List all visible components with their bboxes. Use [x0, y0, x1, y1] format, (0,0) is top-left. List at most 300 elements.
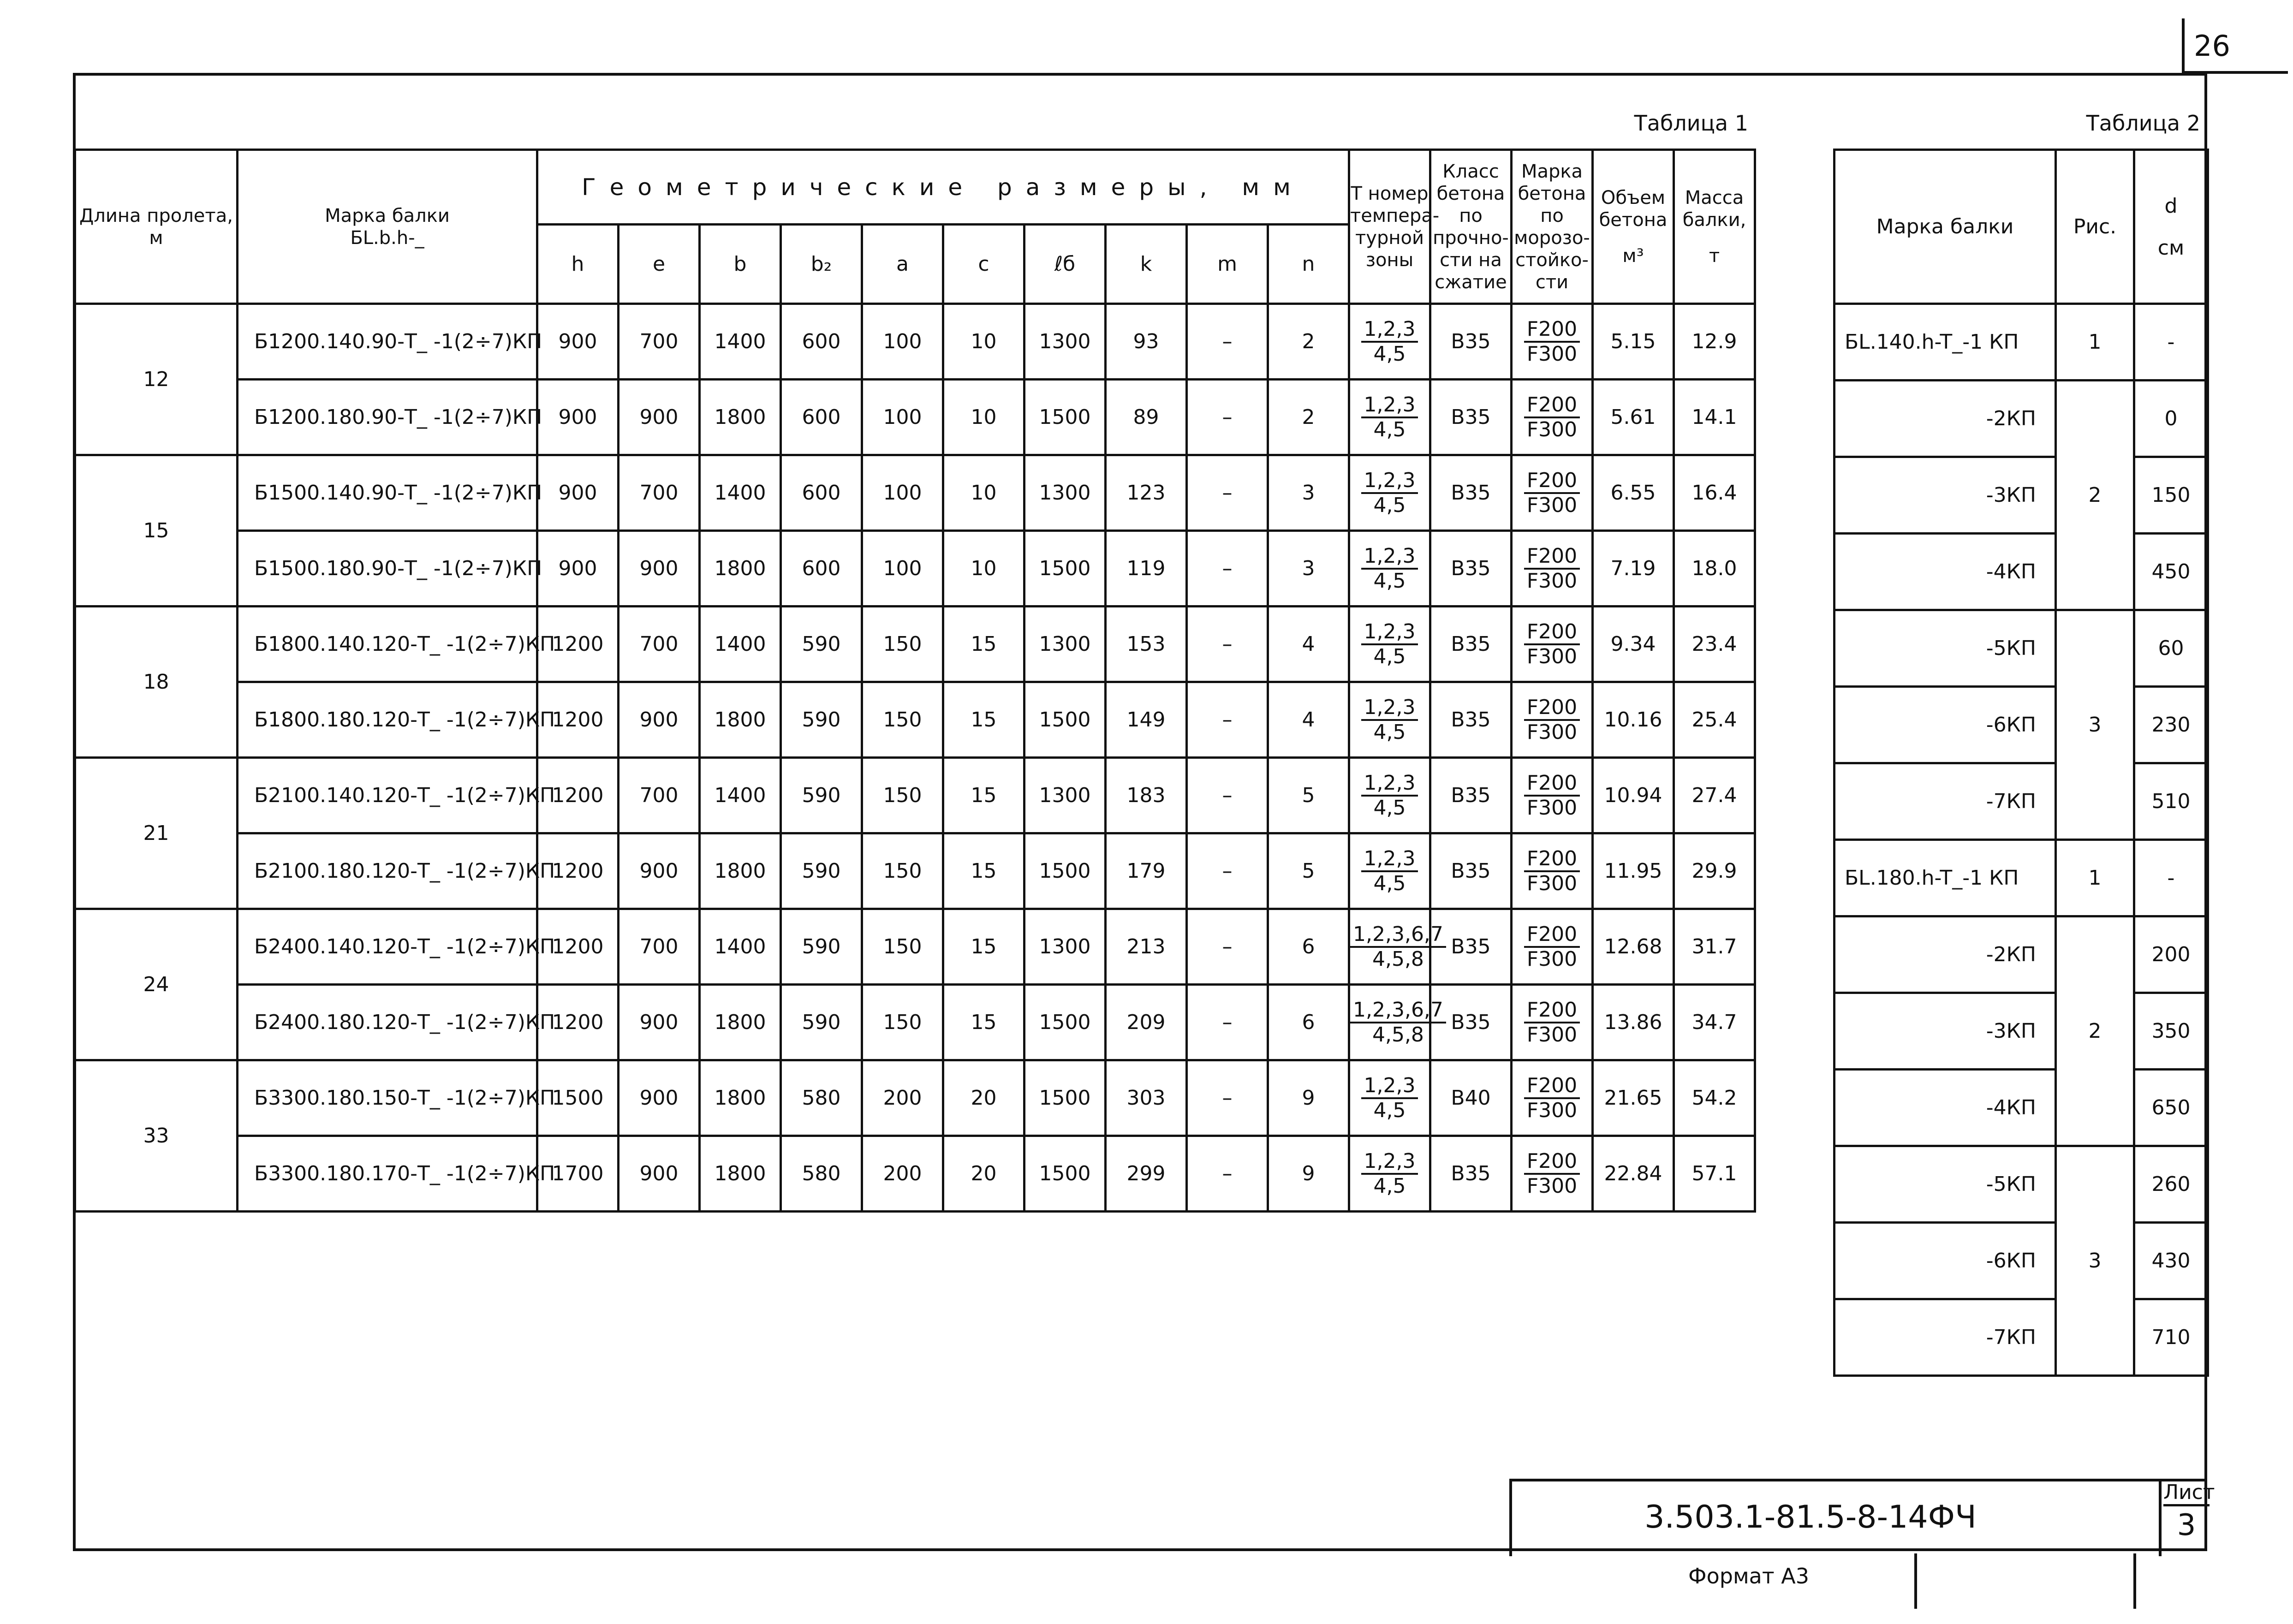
cell-b2: 590 [781, 909, 862, 985]
cell-lb: 1500 [1024, 682, 1106, 758]
mark-cell: Б1800.180.120-Т_ -1(2÷7)КП [238, 682, 537, 758]
t2-d-cell: 650 [2134, 1070, 2208, 1146]
cell-a: 150 [862, 909, 943, 985]
cell-b2: 590 [781, 985, 862, 1060]
span-length-cell: 21 [75, 758, 238, 909]
header-volume-unit: м³ [1622, 245, 1644, 267]
frost-top: F200 [1524, 696, 1580, 721]
title-block-divider [2159, 1479, 2162, 1556]
temp-zone-bottom: 4,5,8 [1372, 947, 1424, 971]
frost-fraction [1524, 772, 1580, 820]
cell-b: 1800 [700, 1136, 781, 1212]
span-length-cell: 15 [75, 455, 238, 607]
t2-d-cell: 430 [2134, 1223, 2208, 1299]
temp-zone-top: 1,2,3 [1361, 847, 1418, 872]
frost-top: F200 [1524, 1150, 1580, 1175]
span-length-cell: 12 [75, 304, 238, 455]
table-row [1834, 1146, 2208, 1223]
cell-b: 1800 [700, 1060, 781, 1136]
table-row [75, 682, 1755, 758]
table-row [1834, 304, 2208, 381]
cell-c: 15 [943, 985, 1024, 1060]
cell-a: 150 [862, 833, 943, 909]
mass-cell: 18.0 [1674, 531, 1755, 607]
mass-cell: 57.1 [1674, 1136, 1755, 1212]
page-number: 26 [2182, 18, 2288, 74]
frost-mark-cell [1512, 682, 1593, 758]
span-length-cell: 24 [75, 909, 238, 1060]
temp-zone-cell [1349, 985, 1443, 1060]
t2-mark-cell: -2КП [1834, 916, 2056, 993]
frost-mark-cell [1512, 985, 1593, 1060]
temp-zone-fraction [1361, 545, 1418, 593]
frost-bottom: F300 [1526, 720, 1578, 744]
cell-e: 900 [619, 682, 700, 758]
cell-lb: 1500 [1024, 531, 1106, 607]
temp-zone-cell [1349, 682, 1430, 758]
format-divider-right [2133, 1553, 2136, 1609]
concrete-class-cell: B35 [1430, 909, 1512, 985]
temp-zone-bottom: 4,5 [1373, 342, 1406, 366]
t2-header-d-unit: см [2157, 236, 2185, 260]
header-col-b: b [700, 225, 781, 304]
cell-m: – [1187, 758, 1268, 833]
volume-cell: 10.94 [1593, 758, 1674, 833]
cell-m: – [1187, 531, 1268, 607]
t2-d-cell: 0 [2134, 381, 2208, 457]
t2-mark-cell: БL.180.h-T_-1 КП [1834, 840, 2056, 916]
cell-m: – [1187, 1136, 1268, 1212]
header-geometric: Геометрические размеры, мм [537, 150, 1349, 225]
temp-zone-bottom: 4,5 [1373, 1098, 1406, 1122]
frost-fraction [1524, 847, 1580, 895]
cell-lb: 1500 [1024, 380, 1106, 455]
frost-top: F200 [1524, 620, 1580, 645]
temp-zone-top: 1,2,3 [1361, 393, 1418, 418]
frost-mark-cell [1512, 1060, 1593, 1136]
t2-mark-cell: -5КП [1834, 1146, 2056, 1223]
mark-cell: Б3300.180.150-Т_ -1(2÷7)КП [238, 1060, 537, 1136]
t2-mark-cell: -3КП [1834, 457, 2056, 534]
t2-mark-cell: -3КП [1834, 993, 2056, 1070]
cell-e: 700 [619, 455, 700, 531]
mass-cell: 25.4 [1674, 682, 1755, 758]
frost-top: F200 [1524, 318, 1580, 343]
t2-fig-cell: 2 [2056, 916, 2134, 1146]
frost-mark-cell [1512, 833, 1593, 909]
cell-a: 150 [862, 985, 943, 1060]
table-row [75, 607, 1755, 682]
span-length-cell: 18 [75, 607, 238, 758]
temp-zone-cell [1349, 455, 1430, 531]
cell-b: 1400 [700, 304, 781, 380]
table-row [75, 1060, 1755, 1136]
frost-bottom: F300 [1526, 342, 1578, 366]
table2 [1833, 149, 2209, 1377]
concrete-class-cell: B35 [1430, 1136, 1512, 1212]
header-col-m: m [1187, 225, 1268, 304]
cell-n: 4 [1268, 607, 1349, 682]
cell-c: 10 [943, 380, 1024, 455]
frost-top: F200 [1524, 999, 1580, 1023]
cell-lb: 1300 [1024, 455, 1106, 531]
frost-fraction [1524, 923, 1580, 971]
t2-d-cell: 450 [2134, 534, 2208, 610]
t2-header-d-label: d [2164, 194, 2178, 218]
cell-e: 700 [619, 909, 700, 985]
cell-a: 150 [862, 758, 943, 833]
mass-cell: 14.1 [1674, 380, 1755, 455]
temp-zone-top: 1,2,3 [1361, 1074, 1418, 1099]
cell-b2: 590 [781, 833, 862, 909]
table-row [1834, 534, 2208, 610]
temp-zone-top: 1,2,3,6,7 [1350, 923, 1446, 948]
mark-cell: Б2100.180.120-Т_ -1(2÷7)КП [238, 833, 537, 909]
volume-cell: 5.61 [1593, 380, 1674, 455]
cell-k: 93 [1106, 304, 1187, 380]
header-mass-label: Масса балки, [1682, 187, 1746, 231]
table-row [75, 833, 1755, 909]
cell-m: – [1187, 455, 1268, 531]
frost-bottom: F300 [1526, 871, 1578, 895]
format-divider-left [1914, 1553, 1917, 1609]
t2-mark-cell: -6КП [1834, 687, 2056, 763]
span-length-cell: 33 [75, 1060, 238, 1212]
mark-cell: Б3300.180.170-Т_ -1(2÷7)КП [238, 1136, 537, 1212]
temp-zone-fraction [1361, 1150, 1418, 1198]
t2-d-cell: 200 [2134, 916, 2208, 993]
t2-mark-cell: -2КП [1834, 381, 2056, 457]
t2-header-fig: Рис. [2056, 150, 2134, 304]
header-mark [238, 150, 537, 304]
volume-cell: 6.55 [1593, 455, 1674, 531]
table-row [1834, 610, 2208, 687]
cell-a: 200 [862, 1136, 943, 1212]
volume-cell: 10.16 [1593, 682, 1674, 758]
cell-h: 1200 [537, 682, 619, 758]
table-row [75, 455, 1755, 531]
cell-k: 89 [1106, 380, 1187, 455]
concrete-class-cell: B35 [1430, 455, 1512, 531]
t2-mark-cell: -7КП [1834, 763, 2056, 840]
temp-zone-fraction [1361, 1074, 1418, 1122]
header-col-c: c [943, 225, 1024, 304]
mass-cell: 54.2 [1674, 1060, 1755, 1136]
temp-zone-cell [1349, 1060, 1430, 1136]
volume-cell: 12.68 [1593, 909, 1674, 985]
frost-fraction [1524, 393, 1580, 441]
mark-cell: Б1200.180.90-Т_ -1(2÷7)КП [238, 380, 537, 455]
t2-mark-cell: -5КП [1834, 610, 2056, 687]
frost-top: F200 [1524, 469, 1580, 494]
cell-c: 15 [943, 833, 1024, 909]
temp-zone-cell [1349, 833, 1430, 909]
frost-bottom: F300 [1526, 417, 1578, 441]
header-col-e: e [619, 225, 700, 304]
t2-d-cell: 150 [2134, 457, 2208, 534]
cell-e: 900 [619, 531, 700, 607]
frost-bottom: F300 [1526, 1023, 1578, 1047]
cell-k: 119 [1106, 531, 1187, 607]
cell-c: 15 [943, 607, 1024, 682]
volume-cell: 11.95 [1593, 833, 1674, 909]
concrete-class-cell: B40 [1430, 1060, 1512, 1136]
header-frost-mark: Марка бетона по морозо- стойко- сти [1512, 150, 1593, 304]
cell-h: 1200 [537, 607, 619, 682]
cell-b: 1400 [700, 455, 781, 531]
frost-top: F200 [1524, 847, 1580, 872]
temp-zone-top: 1,2,3 [1361, 696, 1418, 721]
cell-lb: 1500 [1024, 1060, 1106, 1136]
mass-cell: 27.4 [1674, 758, 1755, 833]
frost-bottom: F300 [1526, 644, 1578, 668]
header-span-length: Длина пролета, м [75, 150, 238, 304]
cell-c: 10 [943, 455, 1024, 531]
mass-cell: 29.9 [1674, 833, 1755, 909]
temp-zone-fraction [1361, 318, 1418, 366]
table-row [75, 1136, 1755, 1212]
frost-fraction [1524, 696, 1580, 744]
document-code: 3.503.1-81.5-8-14ФЧ [1644, 1499, 1977, 1535]
header-col-lb: ℓб [1024, 225, 1106, 304]
mass-cell: 16.4 [1674, 455, 1755, 531]
cell-a: 200 [862, 1060, 943, 1136]
temp-zone-fraction [1361, 620, 1418, 668]
temp-zone-cell [1349, 758, 1430, 833]
table1 [74, 149, 1756, 1213]
frost-mark-cell [1512, 380, 1593, 455]
temp-zone-bottom: 4,5,8 [1372, 1023, 1424, 1047]
mass-cell: 12.9 [1674, 304, 1755, 380]
t2-fig-cell: 2 [2056, 381, 2134, 610]
cell-b: 1800 [700, 985, 781, 1060]
t2-d-cell: 260 [2134, 1146, 2208, 1223]
volume-cell: 21.65 [1593, 1060, 1674, 1136]
table-row [1834, 993, 2208, 1070]
temp-zone-bottom: 4,5 [1373, 644, 1406, 668]
cell-h: 900 [537, 304, 619, 380]
frost-top: F200 [1524, 545, 1580, 570]
cell-lb: 1300 [1024, 909, 1106, 985]
cell-h: 1200 [537, 833, 619, 909]
sheet-label: Лист [2163, 1481, 2210, 1506]
table-row [1834, 1070, 2208, 1146]
cell-b: 1800 [700, 380, 781, 455]
cell-m: – [1187, 1060, 1268, 1136]
cell-b: 1800 [700, 833, 781, 909]
temp-zone-top: 1,2,3,6,7 [1350, 999, 1446, 1023]
table-row [75, 531, 1755, 607]
temp-zone-cell [1349, 1136, 1430, 1212]
frost-top: F200 [1524, 1074, 1580, 1099]
cell-n: 3 [1268, 531, 1349, 607]
t2-d-cell: 230 [2134, 687, 2208, 763]
cell-a: 150 [862, 682, 943, 758]
cell-n: 2 [1268, 304, 1349, 380]
cell-m: – [1187, 607, 1268, 682]
cell-a: 100 [862, 455, 943, 531]
cell-b: 1400 [700, 758, 781, 833]
table1-title: Таблица 1 [1634, 111, 1748, 136]
cell-m: – [1187, 909, 1268, 985]
cell-c: 15 [943, 758, 1024, 833]
frost-fraction [1524, 469, 1580, 517]
header-temp-zone: T номер темпера- турной зоны [1349, 150, 1430, 304]
concrete-class-cell: B35 [1430, 985, 1512, 1060]
cell-lb: 1500 [1024, 833, 1106, 909]
table-row [1834, 381, 2208, 457]
temp-zone-top: 1,2,3 [1361, 1150, 1418, 1175]
temp-zone-bottom: 4,5 [1373, 569, 1406, 593]
temp-zone-top: 1,2,3 [1361, 545, 1418, 570]
frost-mark-cell [1512, 909, 1593, 985]
table-row [1834, 457, 2208, 534]
cell-c: 10 [943, 531, 1024, 607]
cell-n: 2 [1268, 380, 1349, 455]
frost-top: F200 [1524, 923, 1580, 948]
header-mark-pattern: БL.b.h-_ [350, 227, 424, 249]
mark-cell: Б2400.140.120-Т_ -1(2÷7)КП [238, 909, 537, 985]
header-col-n: n [1268, 225, 1349, 304]
frost-fraction [1524, 545, 1580, 593]
cell-lb: 1300 [1024, 758, 1106, 833]
header-col-k: k [1106, 225, 1187, 304]
frost-mark-cell [1512, 455, 1593, 531]
temp-zone-bottom: 4,5 [1373, 417, 1406, 441]
frost-bottom: F300 [1526, 796, 1578, 820]
volume-cell: 7.19 [1593, 531, 1674, 607]
t2-header-mark: Марка балки [1834, 150, 2056, 304]
cell-b2: 590 [781, 607, 862, 682]
t2-d-cell: 350 [2134, 993, 2208, 1070]
cell-e: 900 [619, 380, 700, 455]
cell-a: 100 [862, 531, 943, 607]
cell-b: 1800 [700, 682, 781, 758]
temp-zone-cell [1349, 607, 1430, 682]
t2-mark-cell: -4КП [1834, 534, 2056, 610]
cell-m: – [1187, 833, 1268, 909]
header-volume [1593, 150, 1674, 304]
cell-h: 1200 [537, 909, 619, 985]
cell-n: 9 [1268, 1060, 1349, 1136]
t2-fig-cell: 1 [2056, 840, 2134, 916]
frost-bottom: F300 [1526, 947, 1578, 971]
cell-e: 700 [619, 304, 700, 380]
temp-zone-top: 1,2,3 [1361, 318, 1418, 343]
volume-cell: 13.86 [1593, 985, 1674, 1060]
cell-h: 900 [537, 380, 619, 455]
cell-e: 900 [619, 833, 700, 909]
cell-b: 1400 [700, 607, 781, 682]
frost-mark-cell [1512, 304, 1593, 380]
cell-k: 209 [1106, 985, 1187, 1060]
frost-fraction [1524, 1074, 1580, 1122]
t2-mark-cell: -4КП [1834, 1070, 2056, 1146]
concrete-class-cell: B35 [1430, 304, 1512, 380]
header-mass-unit: т [1709, 245, 1720, 267]
cell-b2: 590 [781, 682, 862, 758]
volume-cell: 5.15 [1593, 304, 1674, 380]
mass-cell: 23.4 [1674, 607, 1755, 682]
cell-h: 900 [537, 531, 619, 607]
cell-m: – [1187, 985, 1268, 1060]
volume-cell: 22.84 [1593, 1136, 1674, 1212]
concrete-class-cell: B35 [1430, 833, 1512, 909]
frost-bottom: F300 [1526, 569, 1578, 593]
concrete-class-cell: B35 [1430, 531, 1512, 607]
t2-mark-cell: БL.140.h-T_-1 КП [1834, 304, 2056, 381]
format-label: Формат А3 [1688, 1564, 1809, 1588]
frost-mark-cell [1512, 758, 1593, 833]
temp-zone-top: 1,2,3 [1361, 469, 1418, 494]
frost-mark-cell [1512, 607, 1593, 682]
cell-c: 15 [943, 909, 1024, 985]
t2-d-cell: 710 [2134, 1299, 2208, 1376]
table-row [75, 304, 1755, 380]
cell-k: 213 [1106, 909, 1187, 985]
cell-h: 1200 [537, 758, 619, 833]
header-col-b2: b₂ [781, 225, 862, 304]
table-row [1834, 1299, 2208, 1376]
cell-n: 4 [1268, 682, 1349, 758]
t2-d-cell: - [2134, 304, 2208, 381]
cell-lb: 1500 [1024, 985, 1106, 1060]
t2-d-cell: 510 [2134, 763, 2208, 840]
cell-b2: 600 [781, 531, 862, 607]
cell-b: 1800 [700, 531, 781, 607]
mark-cell: Б2400.180.120-Т_ -1(2÷7)КП [238, 985, 537, 1060]
temp-zone-cell [1349, 380, 1430, 455]
cell-e: 700 [619, 758, 700, 833]
cell-b2: 580 [781, 1136, 862, 1212]
mass-cell: 31.7 [1674, 909, 1755, 985]
frost-bottom: F300 [1526, 1098, 1578, 1122]
cell-k: 153 [1106, 607, 1187, 682]
cell-b2: 600 [781, 455, 862, 531]
temp-zone-fraction [1361, 469, 1418, 517]
table2-body [1834, 304, 2208, 1376]
mark-cell: Б1800.140.120-Т_ -1(2÷7)КП [238, 607, 537, 682]
t2-mark-cell: -6КП [1834, 1223, 2056, 1299]
cell-k: 149 [1106, 682, 1187, 758]
cell-b2: 590 [781, 758, 862, 833]
cell-k: 303 [1106, 1060, 1187, 1136]
cell-n: 9 [1268, 1136, 1349, 1212]
cell-k: 299 [1106, 1136, 1187, 1212]
header-concrete-class: Класс бетона по прочно- сти на сжатие [1430, 150, 1512, 304]
temp-zone-bottom: 4,5 [1373, 796, 1406, 820]
concrete-class-cell: B35 [1430, 682, 1512, 758]
table-row [75, 985, 1755, 1060]
cell-n: 5 [1268, 833, 1349, 909]
temp-zone-fraction [1350, 999, 1446, 1047]
t2-fig-cell: 3 [2056, 610, 2134, 840]
mark-cell: Б2100.140.120-Т_ -1(2÷7)КП [238, 758, 537, 833]
cell-h: 900 [537, 455, 619, 531]
volume-cell: 9.34 [1593, 607, 1674, 682]
t2-d-cell: - [2134, 840, 2208, 916]
temp-zone-bottom: 4,5 [1373, 871, 1406, 895]
temp-zone-fraction [1361, 847, 1418, 895]
temp-zone-cell [1349, 909, 1443, 985]
temp-zone-fraction [1361, 393, 1418, 441]
temp-zone-cell [1349, 531, 1430, 607]
mass-cell: 34.7 [1674, 985, 1755, 1060]
table-row [75, 380, 1755, 455]
table-row [1834, 763, 2208, 840]
frost-fraction [1524, 1150, 1580, 1198]
temp-zone-top: 1,2,3 [1361, 620, 1418, 645]
